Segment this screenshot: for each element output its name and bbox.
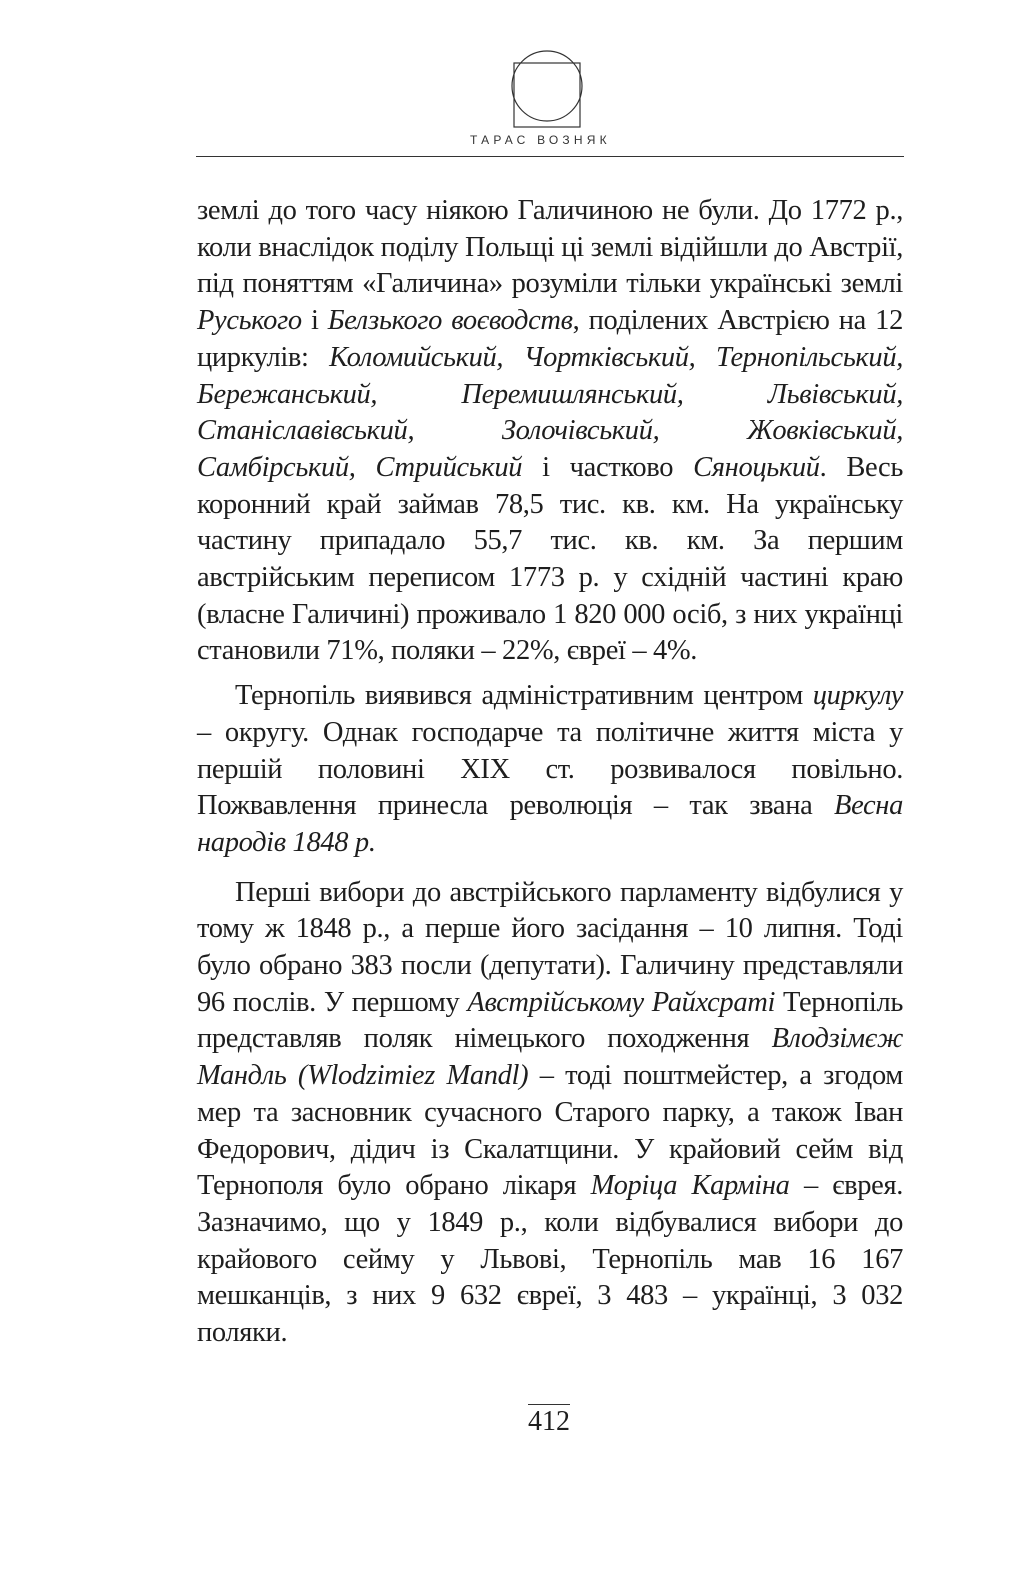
italic-run: Сяноцький	[693, 451, 820, 483]
italic-run: Коломийський, Чортківський, Тернопільський, Бережанський, Перемишлянський, Львівський, Станіславівський, Золочівський, Жовківський, Самбірський, Стрийський	[197, 341, 903, 483]
italic-run: Влодзімєж Мандль (Wlodzimiez Mandl)	[197, 1023, 903, 1092]
main-text	[197, 193, 903, 1352]
italic-run: циркулу	[812, 680, 903, 712]
text-run: Тернопіль представляв поляк німецького походження	[197, 986, 903, 1055]
paragraph-2	[197, 678, 903, 862]
page-number	[0, 1404, 1024, 1438]
running-title: ТАРАС ВОЗНЯК	[470, 133, 611, 147]
italic-run: Моріца Карміна	[590, 1170, 790, 1202]
page-number-value: 412	[528, 1406, 570, 1437]
italic-run: Австрійському Райхсраті	[467, 986, 776, 1018]
italic-run: Руського	[197, 305, 302, 337]
text-run: – округу. Однак господарче та політичне життя міста у першій половині XIX ст. розвивалося повільно. Пожвавлення принесла революція – так звана	[197, 716, 903, 822]
text-run: – тоді поштмейстер, а згодом мер та засновник сучасного Старого парку, а також Іван Федорович, дідич із Скалатщини. У крайовий сейм від Тернополя було обрано лікаря	[197, 1060, 903, 1202]
text-run: землі до того часу ніякою Галичиною не були. До 1772 р., коли внаслідок поділу Польщі ці землі відійшли до Австрії, під поняттям «Галичина» розуміли тільки українські землі	[197, 195, 903, 300]
paragraph-3	[197, 875, 903, 1352]
text-run: і частково	[522, 451, 694, 483]
italic-run: Весна народів 1848 р.	[197, 790, 903, 858]
text-run: – єврея. Зазначимо, що у 1849 р., коли відбувалися вибори до крайового сейму у Львові, Тернопіль мав 16 167 мешканців, з них 9 632 євреї, 3 483 – українці, 3 032 поляки.	[197, 1170, 903, 1349]
text-run: Перші вибори до австрійського парламенту відбулися у тому ж 1848 р., а перше його засідання – 10 липня. Тоді було обрано 383 посли (депутати). Галичину представляли 96 послів. У першому	[197, 876, 903, 1018]
italic-run: Белзького воєводств	[327, 305, 573, 337]
text-run: , поділених Австрією на 12 циркулів:	[197, 305, 903, 373]
paragraph-1	[197, 193, 903, 670]
text-run: Тернопіль виявився адміністративним центром	[235, 680, 813, 712]
circle-square-emblem-icon	[508, 47, 586, 129]
text-run: і	[301, 305, 328, 337]
header-rule	[196, 156, 904, 157]
text-run: . Весь коронний край займав 78,5 тис. кв. км. На українську частину припадало 55,7 тис. кв. км. За першим австрійським переписом 1773 р. у східній частині краю (власне Галичині) проживало 1 820 000 осіб, з них українці становили 71%, поляки – 22%, євреї – 4%.	[197, 451, 904, 667]
